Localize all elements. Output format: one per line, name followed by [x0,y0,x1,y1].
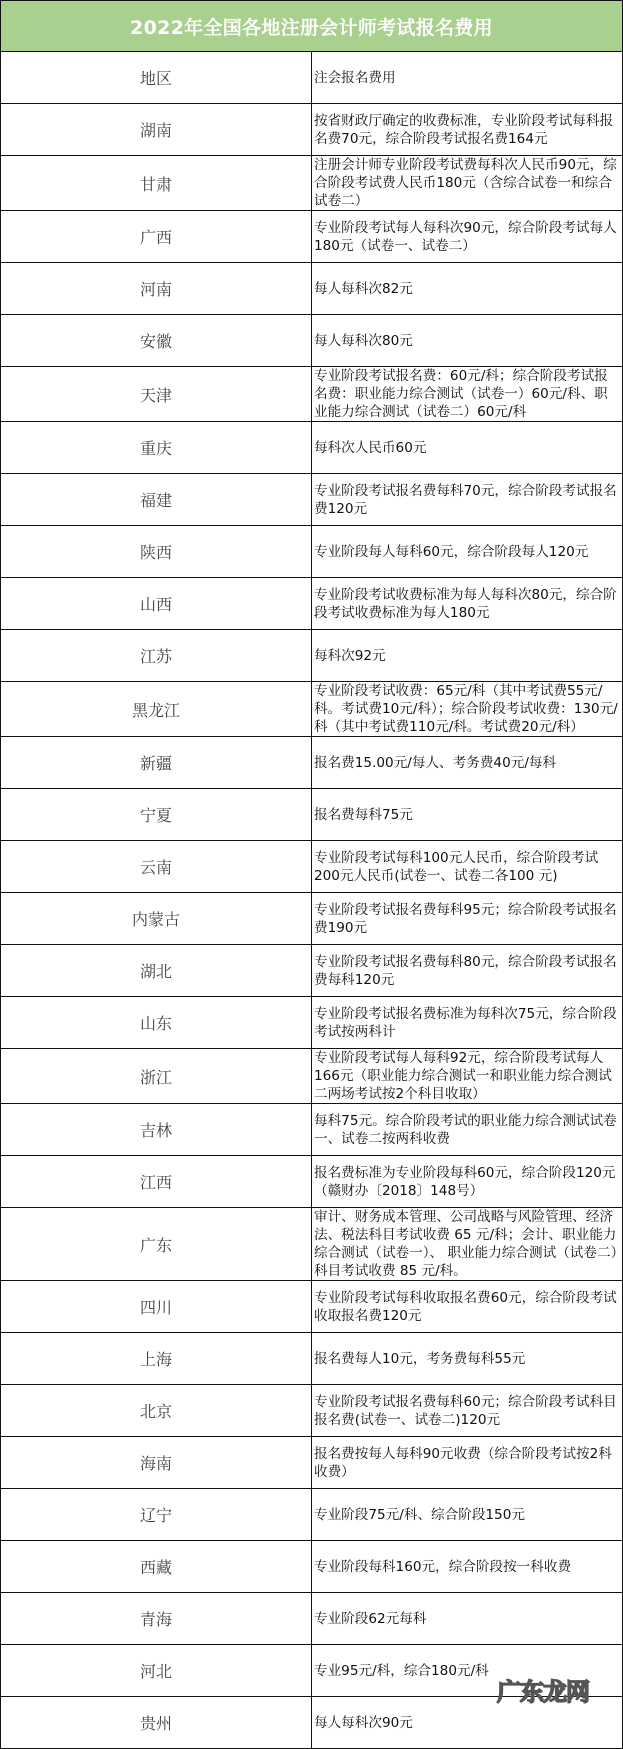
table-row [1,841,623,893]
fee-cell: 审计、财务成本管理、公司战略与风险管理、经济法、税法科目考试收费 65 元/科；会计、职业能力综合测试（试卷一）、 职业能力综合测试（试卷二）科目考试收费 85 元/科。 [312,1208,623,1281]
fee-cell: 专业阶段考试报名费每科80元，综合阶段考试报名费每科120元 [312,945,623,997]
fee-cell: 专业阶段考试每人每科次90元，综合阶段考试每人180元（试卷一、试卷二） [312,211,623,263]
table-row [1,945,623,997]
fee-cell: 专业阶段考试报名费：60元/科；综合阶段考试报名费：职业能力综合测试（试卷一）60元/科、职业能力综合测试（试卷二）60元/科 [312,367,623,422]
table-row [1,1104,623,1156]
table-row [1,211,623,263]
fee-cell: 按省财政厅确定的收费标准，专业阶段考试每科报名费70元，综合阶段考试报名费164元 [312,104,623,156]
table-row [1,1437,623,1489]
fee-cell: 报名费按每人每科90元收费（综合阶段考试按2科收费） [312,1437,623,1489]
fee-cell: 注册会计师专业阶段考试费每科次人民币90元，综合阶段考试费人民币180元（含综合试卷一和综合试卷二） [312,156,623,211]
fee-cell: 每科75元。综合阶段考试的职业能力综合测试试卷一、试卷二按两科收费 [312,1104,623,1156]
region-cell: 浙江 [1,1049,312,1104]
region-cell: 新疆 [1,737,312,789]
fee-cell: 专业95元/科，综合180元/科 [312,1645,623,1697]
fee-cell: 专业阶段考试收费：65元/科（其中考试费55元/科。考试费10元/科）；综合阶段考试收费：130元/科（其中考试费110元/科。考试费20元/科） [312,682,623,737]
fee-cell: 专业阶段考试每人每科92元，综合阶段考试每人166元（职业能力综合测试一和职业能力综合测试二两场考试按2个科目收取） [312,1049,623,1104]
table-row [1,104,623,156]
fee-cell: 专业阶段每人每科60元，综合阶段每人120元 [312,526,623,578]
table-row [1,1385,623,1437]
region-cell: 青海 [1,1593,312,1645]
table-row [1,997,623,1049]
header-fee: 注会报名费用 [312,52,623,104]
region-cell: 山东 [1,997,312,1049]
table-row [1,1593,623,1645]
watermark-logo: 广东龙网 [497,1678,589,1706]
region-cell: 北京 [1,1385,312,1437]
fee-cell: 专业阶段考试每科收取报名费60元，综合阶段考试收取报名费120元 [312,1281,623,1333]
table-row [1,578,623,630]
region-cell: 湖北 [1,945,312,997]
table-row [1,682,623,737]
region-cell: 辽宁 [1,1489,312,1541]
fee-cell: 报名费每科75元 [312,789,623,841]
fee-cell: 专业阶段考试每科100元人民币，综合阶段考试200元人民币(试卷一、试卷二各100 元) [312,841,623,893]
fee-cell: 报名费每人10元，考务费每科55元 [312,1333,623,1385]
region-cell: 广东 [1,1208,312,1281]
table-row [1,156,623,211]
region-cell: 贵州 [1,1697,312,1749]
region-cell: 黑龙江 [1,682,312,737]
fee-cell: 专业阶段每科160元，综合阶段按一科收费 [312,1541,623,1593]
fee-cell: 报名费15.00元/每人、考务费40元/每科 [312,737,623,789]
table-row [1,474,623,526]
fee-cell: 专业阶段考试报名费每科60元；综合阶段考试科目报名费(试卷一、试卷二)120元 [312,1385,623,1437]
fee-cell: 每科次人民币60元 [312,422,623,474]
table-row [1,1489,623,1541]
region-cell: 云南 [1,841,312,893]
region-cell: 甘肃 [1,156,312,211]
table-row [1,1281,623,1333]
table-row [1,526,623,578]
table-row [1,1541,623,1593]
table-row [1,789,623,841]
title-row [1,1,623,52]
region-cell: 内蒙古 [1,893,312,945]
fee-cell: 报名费标准为专业阶段每科60元，综合阶段120元（赣财办〔2018〕148号） [312,1156,623,1208]
region-cell: 四川 [1,1281,312,1333]
table-row [1,737,623,789]
fee-cell: 每科次92元 [312,630,623,682]
region-cell: 宁夏 [1,789,312,841]
fee-cell: 每人每科次80元 [312,315,623,367]
region-cell: 河南 [1,263,312,315]
region-cell: 陕西 [1,526,312,578]
fee-cell: 每人每科次82元 [312,263,623,315]
region-cell: 江苏 [1,630,312,682]
region-cell: 安徽 [1,315,312,367]
region-cell: 福建 [1,474,312,526]
region-cell: 西藏 [1,1541,312,1593]
region-cell: 山西 [1,578,312,630]
fee-cell: 专业阶段考试报名费每科70元，综合阶段考试报名费120元 [312,474,623,526]
region-cell: 河北 [1,1645,312,1697]
table-row [1,1208,623,1281]
table-row [1,315,623,367]
fee-cell: 专业阶段考试报名费标准为每科次75元，综合阶段考试按两科计 [312,997,623,1049]
table-row [1,1049,623,1104]
table-title: 2022年全国各地注册会计师考试报名费用 [1,1,623,52]
fee-cell: 专业阶段考试收费标准为每人每科次80元，综合阶段考试收费标准为每人180元 [312,578,623,630]
header-row [1,52,623,104]
region-cell: 湖南 [1,104,312,156]
fee-cell: 专业阶段62元每科 [312,1593,623,1645]
fee-cell: 每人每科次90元 [312,1697,623,1749]
region-cell: 海南 [1,1437,312,1489]
table-row [1,422,623,474]
table-row [1,1156,623,1208]
region-cell: 广西 [1,211,312,263]
region-cell: 重庆 [1,422,312,474]
fee-cell: 专业阶段考试报名费每科95元；综合阶段考试报名费190元 [312,893,623,945]
table-row [1,263,623,315]
region-cell: 天津 [1,367,312,422]
region-cell: 江西 [1,1156,312,1208]
table-row [1,367,623,422]
table-row [1,630,623,682]
region-cell: 吉林 [1,1104,312,1156]
header-region: 地区 [1,52,312,104]
region-cell: 上海 [1,1333,312,1385]
table-row [1,893,623,945]
fee-cell: 专业阶段75元/科、综合阶段150元 [312,1489,623,1541]
table-row [1,1333,623,1385]
